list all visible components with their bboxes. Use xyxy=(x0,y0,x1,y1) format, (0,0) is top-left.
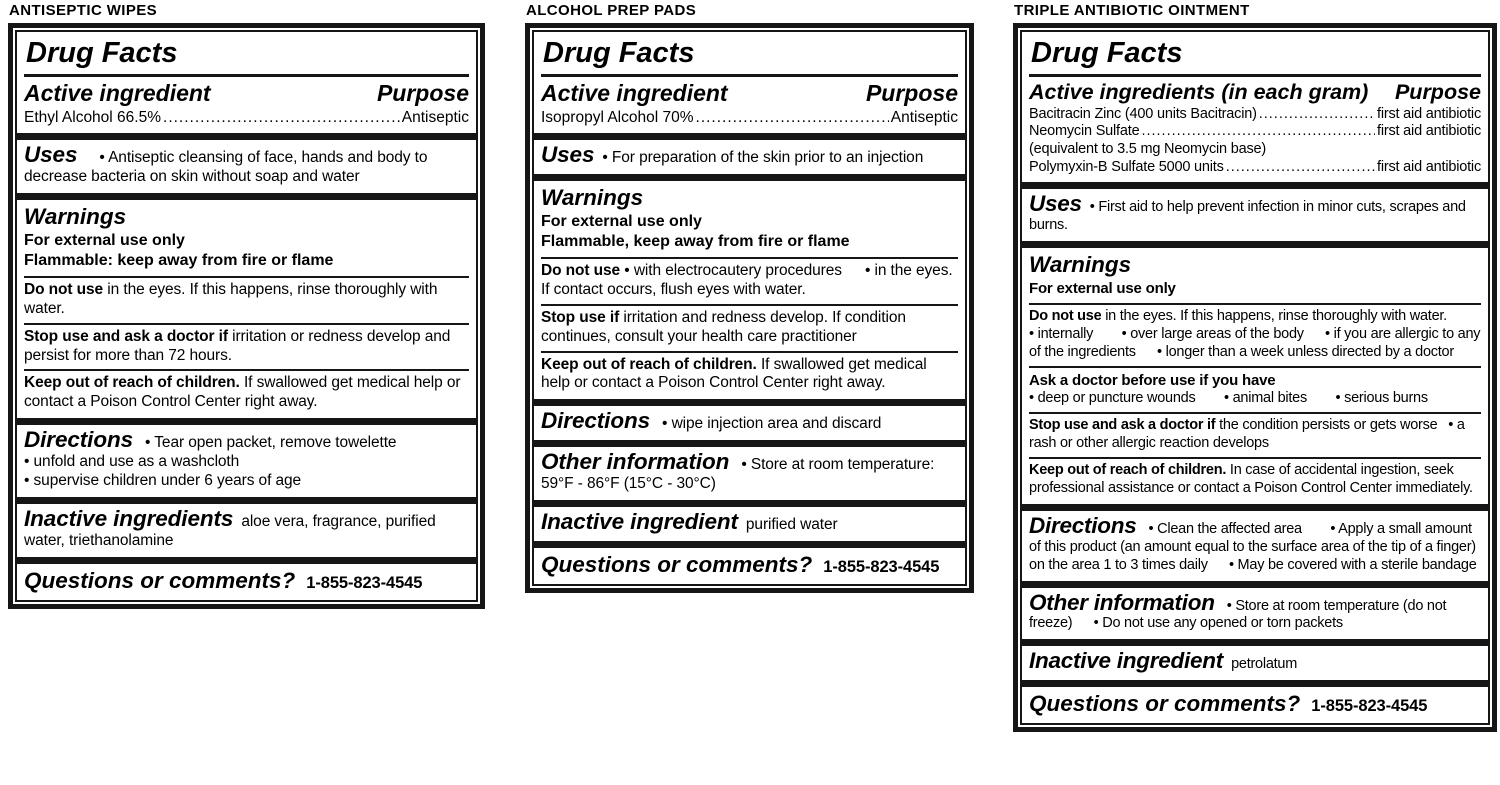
inactive-ingredients-heading: Inactive ingredient xyxy=(1029,648,1224,674)
ingredient-name: Polymyxin-B Sulfate 5000 units xyxy=(1029,158,1224,175)
ingredient-name: Isopropyl Alcohol 70% xyxy=(541,108,694,126)
ingredient-purpose: first aid antibiotic xyxy=(1377,158,1481,175)
section-inactive-ingredients xyxy=(1020,644,1490,682)
active-purpose-header-row xyxy=(1029,78,1481,106)
section-stack xyxy=(15,30,478,602)
section-divider-rule xyxy=(541,257,958,259)
external-use-warning: For external use only xyxy=(24,231,185,249)
uses-text: • First aid to help prevent infection in minor cuts, scrapes and burns. xyxy=(1029,199,1466,234)
section-directions xyxy=(15,423,478,499)
keep-out-of-reach-warning: Keep out of reach of children. In case of accidental ingestion, seek professional assistance or contact a Poison Control Center immediately. xyxy=(1029,461,1473,496)
section-uses xyxy=(1020,187,1490,243)
inactive-ingredients-heading: Inactive ingredients xyxy=(24,505,234,531)
section-active-ingredient xyxy=(15,30,478,135)
active-ingredient-row xyxy=(1029,123,1481,141)
do-not-use-warning: Do not use in the eyes. If this happens, rinse thoroughly with water. xyxy=(24,280,438,317)
questions-heading: Questions or comments? xyxy=(1029,691,1301,717)
drug-facts-box xyxy=(8,23,485,609)
do-not-use-warning-continued: If contact occurs, flush eyes with water. xyxy=(541,280,806,298)
other-information-text: • Store at room temperature (do not freeze) • Do not use any opened or torn packets xyxy=(1029,597,1447,632)
ingredient-name: Ethyl Alcohol 66.5% xyxy=(24,108,162,126)
uses-text: • For preparation of the skin prior to an injection xyxy=(602,148,924,166)
section-questions xyxy=(532,546,967,586)
section-inactive-ingredients xyxy=(532,505,967,543)
dot-leader xyxy=(1259,106,1375,124)
drug-facts-box xyxy=(1013,23,1497,732)
questions-heading: Questions or comments? xyxy=(541,551,813,577)
section-warnings xyxy=(15,198,478,421)
section-divider-rule xyxy=(1029,412,1481,414)
section-divider-rule xyxy=(24,323,469,325)
phone-number: 1-855-823-4545 xyxy=(306,573,423,592)
ingredient-name: Bacitracin Zinc (400 units Bacitracin) xyxy=(1029,105,1257,122)
section-other-information xyxy=(532,445,967,502)
section-questions xyxy=(1020,685,1490,725)
dot-leader xyxy=(163,108,400,127)
section-divider-rule xyxy=(541,304,958,306)
do-not-use-bullets: • internally • over large areas of the body • if you are allergic to any of the ingredients • longer than a week unless directed by a doctor xyxy=(1029,325,1481,360)
direction-item: • unfold and use as a washcloth xyxy=(24,453,240,471)
active-ingredients-heading: Active ingredients (in each gram) xyxy=(1029,79,1369,104)
ingredient-purpose: Antiseptic xyxy=(401,108,469,126)
section-directions xyxy=(1020,509,1490,583)
section-directions xyxy=(532,404,967,442)
purpose-heading: Purpose xyxy=(1394,79,1481,104)
active-ingredient-row xyxy=(1029,106,1481,124)
section-active-ingredient xyxy=(532,30,967,135)
drug-facts-heading: Drug Facts xyxy=(24,35,469,77)
drug-facts-panel-alcohol-prep-pads xyxy=(525,2,974,593)
phone-number: 1-855-823-4545 xyxy=(1311,697,1428,716)
directions-text: • Tear open packet, remove towelette xyxy=(145,434,397,452)
ingredient-name: Neomycin Sulfate xyxy=(1029,123,1140,140)
inactive-ingredients-text: petrolatum xyxy=(1231,656,1298,673)
stop-use-warning: Stop use if irritation and redness develop. If condition continues, consult your health care practitioner xyxy=(541,308,906,345)
other-information-heading: Other information xyxy=(541,449,730,475)
direction-item: • supervise children under 6 years of age xyxy=(24,472,302,490)
stop-use-warning: Stop use and ask a doctor if irritation or redness develop and persist for more than 72 hours. xyxy=(24,327,451,364)
dot-leader xyxy=(696,108,889,127)
directions-text: • wipe injection area and discard xyxy=(662,415,882,433)
section-divider-rule xyxy=(541,351,958,353)
directions-text: • Clean the affected area • Apply a small amount of this product (an amount equal to the surface area of the tip of a finger) on the area 1 to 3 times daily • May be covered with a sterile bandage xyxy=(1029,520,1477,573)
dot-leader xyxy=(1141,123,1375,141)
purpose-heading: Purpose xyxy=(376,79,469,106)
other-information-text: • Store at room temperature: xyxy=(741,456,935,474)
product-name-label: ALCOHOL PREP PADS xyxy=(526,2,697,19)
flammable-warning: Flammable, keep away from fire or flame xyxy=(541,233,850,251)
inactive-ingredients-text: purified water xyxy=(745,516,838,534)
active-ingredient-heading: Active ingredient xyxy=(541,79,728,106)
uses-heading: Uses xyxy=(24,141,78,167)
keep-out-of-reach-warning: Keep out of reach of children. If swallowed get medical help or contact a Poison Control Center right away. xyxy=(24,374,461,411)
do-not-use-warning: Do not use • with electrocautery procedures • in the eyes. xyxy=(541,261,953,279)
keep-out-of-reach-warning: Keep out of reach of children. If swallowed get medical help or contact a Poison Control Center right away. xyxy=(541,355,927,392)
external-use-warning: For external use only xyxy=(1029,280,1176,298)
section-stack xyxy=(532,30,967,586)
section-uses xyxy=(15,138,478,195)
uses-heading: Uses xyxy=(1029,191,1082,217)
stop-use-warning: Stop use and ask a doctor if the condition persists or gets worse • a rash or other allergic reaction develops xyxy=(1029,416,1465,451)
purpose-heading: Purpose xyxy=(865,79,958,106)
section-divider-rule xyxy=(24,369,469,371)
directions-heading: Directions xyxy=(541,408,651,434)
directions-heading: Directions xyxy=(1029,512,1137,538)
uses-heading: Uses xyxy=(541,141,595,167)
drug-facts-panel-antiseptic-wipes xyxy=(8,2,485,609)
flammable-warning: Flammable: keep away from fire or flame xyxy=(24,252,334,270)
section-warnings xyxy=(1020,246,1490,505)
section-active-ingredients xyxy=(1020,30,1490,184)
section-divider-rule xyxy=(1029,457,1481,459)
active-ingredient-row xyxy=(1029,159,1481,177)
active-ingredient-row xyxy=(541,108,958,127)
section-divider-rule xyxy=(24,276,469,278)
inactive-ingredients-text: aloe vera, fragrance, purified water, triethanolamine xyxy=(24,512,436,549)
active-purpose-header-row xyxy=(541,78,958,108)
active-ingredient-note-row xyxy=(1029,141,1481,159)
section-stack xyxy=(1020,30,1490,725)
do-not-use-warning: Do not use in the eyes. If this happens, rinse thoroughly with water. xyxy=(1029,307,1447,324)
other-information-heading: Other information xyxy=(1029,589,1215,615)
active-purpose-header-row xyxy=(24,78,469,108)
product-name-label: TRIPLE ANTIBIOTIC OINTMENT xyxy=(1014,2,1250,19)
section-other-information xyxy=(1020,586,1490,642)
active-ingredient-row xyxy=(24,108,469,127)
section-warnings xyxy=(532,179,967,402)
phone-number: 1-855-823-4545 xyxy=(823,557,940,576)
ingredient-purpose: Antiseptic xyxy=(890,108,958,126)
warnings-heading: Warnings xyxy=(1029,252,1132,278)
ingredient-purpose: first aid antibiotic xyxy=(1377,105,1481,122)
section-inactive-ingredients xyxy=(15,502,478,559)
drug-facts-heading: Drug Facts xyxy=(1029,35,1481,77)
drug-facts-box xyxy=(525,23,974,593)
section-divider-rule xyxy=(1029,303,1481,305)
warnings-heading: Warnings xyxy=(541,184,644,210)
directions-heading: Directions xyxy=(24,427,134,453)
drug-facts-heading: Drug Facts xyxy=(541,35,958,77)
active-ingredient-heading: Active ingredient xyxy=(24,79,211,106)
ask-doctor-warning: Ask a doctor before use if you have xyxy=(1029,371,1276,389)
questions-heading: Questions or comments? xyxy=(24,567,296,593)
ingredient-purpose: first aid antibiotic xyxy=(1377,123,1481,140)
warnings-heading: Warnings xyxy=(24,203,127,229)
uses-text: • Antiseptic cleansing of face, hands and body to decrease bacteria on skin without soap and water xyxy=(24,148,428,185)
product-name-label: ANTISEPTIC WIPES xyxy=(9,2,158,19)
section-questions xyxy=(15,562,478,602)
section-uses xyxy=(532,138,967,176)
inactive-ingredients-heading: Inactive ingredient xyxy=(541,509,738,535)
section-divider-rule xyxy=(1029,366,1481,368)
ingredient-note: (equivalent to 3.5 mg Neomycin base) xyxy=(1029,141,1267,158)
dot-leader xyxy=(1226,159,1375,177)
drug-facts-panel-triple-antibiotic-ointment xyxy=(1013,2,1497,732)
external-use-warning: For external use only xyxy=(541,212,702,230)
storage-temperature-range: 59°F - 86°F (15°C - 30°C) xyxy=(541,475,716,493)
ask-doctor-bullets: • deep or puncture wounds • animal bites • serious burns xyxy=(1029,389,1428,406)
